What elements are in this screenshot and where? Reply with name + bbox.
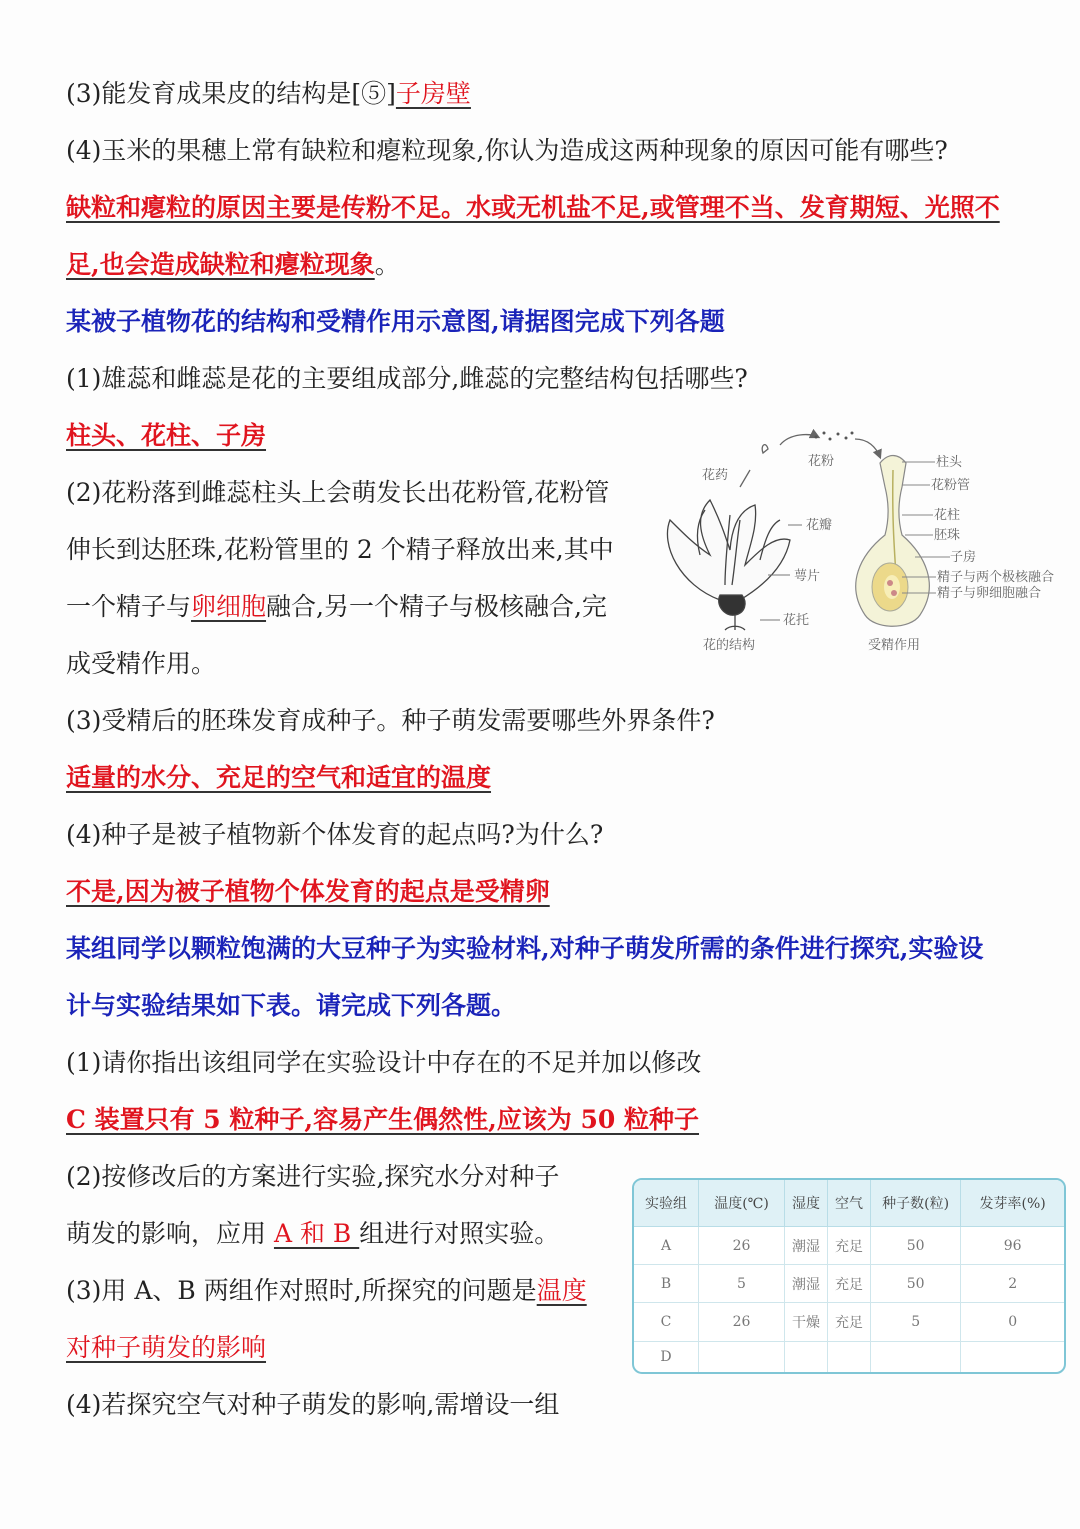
section3-heading-line1: 某组同学以颗粒饱满的大豆种子为实验材料,对种子萌发所需的条件进行探究,实验设: [66, 934, 984, 963]
table-cell: 充足: [828, 1265, 871, 1303]
s3-q1-question: (1)请你指出该组同学在实验设计中存在的不足并加以修改: [66, 1048, 702, 1077]
table-cell: 50: [871, 1227, 961, 1265]
label-style: 花柱: [934, 508, 961, 523]
s2-q3-answer: 适量的水分、充足的空气和适宜的温度: [66, 763, 492, 792]
header-group: 实验组: [634, 1180, 699, 1227]
table-cell: [961, 1341, 1064, 1372]
s3-q3-answer-part2: 对种子萌发的影响: [66, 1333, 267, 1362]
header-air: 空气: [828, 1180, 871, 1227]
label-sperm-egg: 精子与卵细胞融合: [937, 586, 1042, 601]
q4-answer-line2-wrap: [66, 249, 400, 281]
label-ovule: 胚珠: [934, 528, 961, 543]
experiment-table: [632, 1178, 1066, 1374]
header-germination-rate: 发芽率(%): [961, 1180, 1064, 1227]
s3-q2-line2: [66, 1218, 559, 1250]
label-anther: 花药: [702, 468, 729, 483]
caption-flower-structure: 花的结构: [703, 638, 756, 653]
s2-q1-question: (1)雄蕊和雌蕊是花的主要组成部分,雌蕊的完整结构包括哪些?: [66, 364, 748, 393]
header-humidity: 湿度: [785, 1180, 828, 1227]
table-cell: 充足: [828, 1227, 871, 1265]
table-cell: 潮湿: [785, 1265, 828, 1303]
table-cell: [699, 1341, 785, 1372]
experiment-table-grid: [634, 1180, 1064, 1372]
table-cell: A: [634, 1227, 699, 1265]
s2-q2-line3: [66, 591, 607, 623]
table-cell: 潮湿: [785, 1227, 828, 1265]
table-cell: B: [634, 1265, 699, 1303]
flower-diagram-svg: [640, 425, 1075, 660]
s2-q2-line2: 伸长到达胚珠,花粉管里的 2 个精子释放出来,其中: [66, 535, 614, 564]
s2-q2-line1: (2)花粉落到雌蕊柱头上会萌发长出花粉管,花粉管: [66, 478, 610, 507]
table-cell: [828, 1341, 871, 1372]
q4-answer-end: 。: [374, 250, 400, 279]
label-ovary: 子房: [950, 550, 977, 565]
s3-q2-line2-prefix: 萌发的影响，应用: [66, 1219, 274, 1248]
label-pollen-tube: 花粉管: [931, 478, 971, 493]
q4-answer-line2: 足,也会造成缺粒和瘪粒现象: [66, 250, 375, 279]
flower-fertilization-figure: [640, 425, 1075, 660]
s2-q3-question: (3)受精后的胚珠发育成种子。种子萌发需要哪些外界条件?: [66, 706, 715, 735]
s2-q4-answer: 不是,因为被子植物个体发育的起点是受精卵: [66, 877, 550, 906]
header-seed-count: 种子数(粒): [871, 1180, 961, 1227]
q4-corn-question: (4)玉米的果穗上常有缺粒和瘪粒现象,你认为造成这两种现象的原因可能有哪些?: [66, 136, 948, 165]
table-cell: 96: [961, 1227, 1064, 1265]
s3-q4-line1: (4)若探究空气对种子萌发的影响,需增设一组: [66, 1390, 560, 1419]
table-row: [634, 1303, 1064, 1341]
label-petal: 花瓣: [806, 518, 833, 533]
s2-q2-line3-prefix: 一个精子与: [66, 592, 192, 621]
q3-answer: 子房壁: [395, 79, 471, 108]
label-stigma: 柱头: [936, 455, 963, 470]
table-cell: [785, 1341, 828, 1372]
s2-q4-question: (4)种子是被子植物新个体发育的起点吗?为什么?: [66, 820, 604, 849]
table-cell: 50: [871, 1265, 961, 1303]
label-sepal: 萼片: [794, 569, 821, 584]
table-header-row: [634, 1180, 1064, 1227]
table-cell: [871, 1341, 961, 1372]
q3-fruit-wall-line: [66, 78, 471, 110]
s2-q1-answer: 柱头、花柱、子房: [66, 421, 267, 450]
table-cell: D: [634, 1341, 699, 1372]
table-row: [634, 1265, 1064, 1303]
s3-q3-line2: [66, 1332, 266, 1364]
caption-fertilization: 受精作用: [868, 638, 921, 653]
label-sperm-polar: 精子与两个极核融合: [937, 570, 1055, 585]
table-cell: 2: [961, 1265, 1064, 1303]
label-pollen: 花粉: [808, 454, 835, 469]
s3-q3-answer-part1: 温度: [536, 1276, 587, 1305]
table-cell: 26: [699, 1227, 785, 1265]
s3-q2-answer: A 和 B: [273, 1219, 360, 1248]
table-cell: 充足: [828, 1303, 871, 1341]
table-cell: 0: [961, 1303, 1064, 1341]
section2-heading: 某被子植物花的结构和受精作用示意图,请据图完成下列各题: [66, 307, 725, 336]
table-cell: 干燥: [785, 1303, 828, 1341]
table-row: [634, 1227, 1064, 1265]
s2-q2-line4: 成受精作用。: [66, 649, 217, 678]
s2-q2-line3-suffix: 融合,另一个精子与极核融合,完: [266, 592, 607, 621]
table-cell: 26: [699, 1303, 785, 1341]
s3-q2-line2-suffix: 组进行对照实验。: [359, 1219, 560, 1248]
header-temperature: 温度(℃): [699, 1180, 785, 1227]
s3-q2-line1: (2)按修改后的方案进行实验,探究水分对种子: [66, 1162, 560, 1191]
s2-q2-line3-answer: 卵细胞: [191, 592, 267, 621]
table-cell: C: [634, 1303, 699, 1341]
q3-prefix: (3)能发育成果皮的结构是[⑤]: [66, 79, 396, 108]
table-cell: 5: [699, 1265, 785, 1303]
q4-answer-line1: 缺粒和瘪粒的原因主要是传粉不足。水或无机盐不足,或管理不当、发育期短、光照不: [66, 193, 1000, 222]
s3-q3-line1: [66, 1275, 587, 1307]
table-cell: 5: [871, 1303, 961, 1341]
section3-heading-line2: 计与实验结果如下表。请完成下列各题。: [66, 991, 517, 1020]
s3-q3-line1-prefix: (3)用 A、B 两组作对照时,所探究的问题是: [66, 1276, 537, 1305]
label-receptacle: 花托: [783, 613, 810, 628]
table-row: [634, 1341, 1064, 1372]
pistil-fertilization-illustration: [856, 456, 930, 627]
pollen-dots: [815, 432, 854, 441]
s3-q1-answer: C 装置只有 5 粒种子,容易产生偶然性,应该为 50 粒种子: [66, 1105, 700, 1134]
